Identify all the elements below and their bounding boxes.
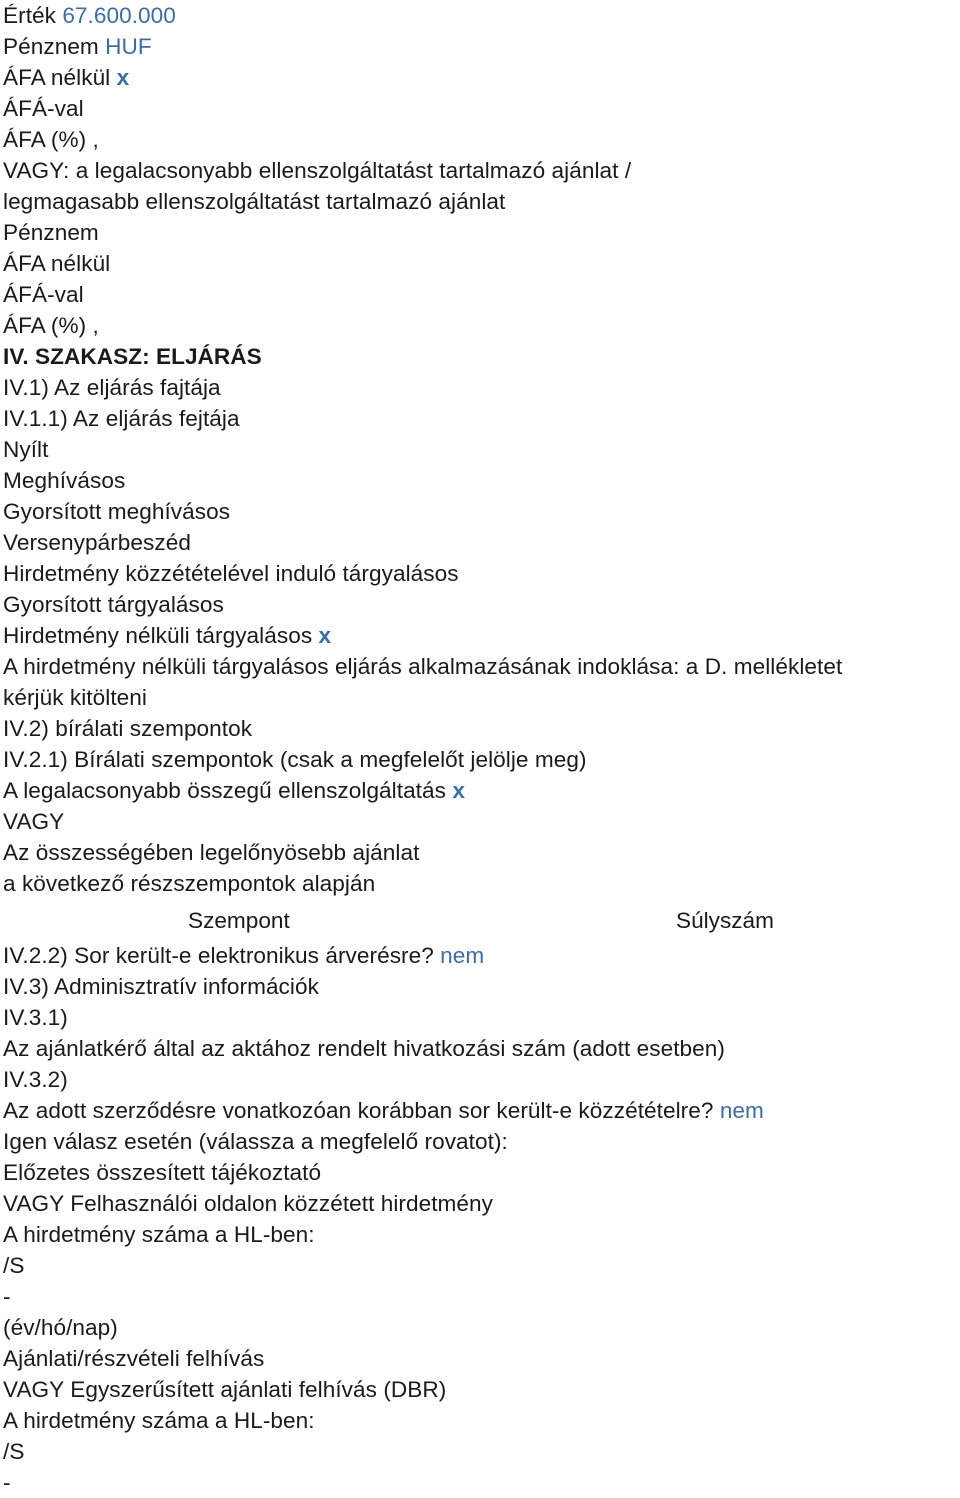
justification-line-1: A hirdetmény nélküli tárgyalásos eljárás alkalmazásának indoklása: a D. mellékletet (3, 654, 843, 679)
currency-value: HUF (105, 34, 152, 59)
selected-type-mark: x (318, 623, 332, 648)
value-amount: 67.600.000 (62, 3, 176, 28)
lowest-price-label: A legalacsonyabb összegű ellenszolgáltatás (3, 778, 446, 803)
range-line-1: VAGY: a legalacsonyabb ellenszolgáltatást tartalmazó ajánlat / (3, 158, 632, 183)
most-advantageous-line-1: Az összességében legelőnyösebb ajánlat (3, 840, 420, 865)
most-advantageous-line-2: a következő részszempontok alapján (3, 871, 376, 896)
section-heading: IV. SZAKASZ: ELJÁRÁS (3, 344, 262, 369)
notice-dash-line: - (3, 1284, 11, 1309)
call-for-tender-line: Ajánlati/részvételi felhívás (3, 1346, 265, 1371)
vat-excluded-label: ÁFA nélkül (3, 65, 111, 90)
criteria-table-header (3, 899, 958, 940)
if-yes-line: Igen válasz esetén (válassza a megfelelő rovatot): (3, 1129, 508, 1154)
range-currency-line: Pénznem (3, 220, 99, 245)
weight-column-header: Súlyszám (676, 908, 774, 933)
procedure-type-item: Nyílt (3, 437, 49, 462)
currency-line (3, 31, 958, 62)
prior-info-line: Előzetes összesített tájékoztató (3, 1160, 322, 1185)
e-auction-label: IV.2.2) Sor került-e elektronikus árverésre? (3, 943, 434, 968)
procedure-type-item: Meghívásos (3, 468, 126, 493)
notice-number-line: A hirdetmény száma a HL-ben: (3, 1222, 315, 1247)
procedure-type-selected (3, 620, 958, 651)
vat-percent-line: ÁFA (%) , (3, 127, 99, 152)
previous-publication-label: Az adott szerződésre vonatkozóan korábban sor került-e közzétételre? (3, 1098, 714, 1123)
currency-label: Pénznem (3, 34, 99, 59)
procedure-type-item: Gyorsított meghívásos (3, 499, 231, 524)
range-vat-excluded-line: ÁFA nélkül (3, 251, 111, 276)
subsection-4-1: IV.1) Az eljárás fajtája (3, 375, 221, 400)
vat-included-line: ÁFÁ-val (3, 96, 84, 121)
vat-excluded-line (3, 62, 958, 93)
subsection-4-2: IV.2) bírálati szempontok (3, 716, 253, 741)
date-format-line: (év/hó/nap) (3, 1315, 118, 1340)
subsection-4-3: IV.3) Adminisztratív információk (3, 974, 319, 999)
lowest-price-line (3, 775, 958, 806)
procedure-type-item: Versenypárbeszéd (3, 530, 191, 555)
previous-publication-value: nem (719, 1098, 764, 1123)
subsection-4-2-2 (3, 940, 958, 971)
reference-number-line: Az ajánlatkérő által az aktához rendelt hivatkozási szám (adott esetben) (3, 1036, 725, 1061)
value-label: Érték (3, 3, 56, 28)
subsection-4-1-1: IV.1.1) Az eljárás fejtája (3, 406, 240, 431)
subsection-4-3-1: IV.3.1) (3, 1005, 68, 1030)
value-line (3, 0, 958, 31)
e-auction-value: nem (440, 943, 485, 968)
simplified-call-line: VAGY Egyszerűsített ajánlati felhívás (DBR) (3, 1377, 447, 1402)
previous-publication-line (3, 1095, 958, 1126)
notice-number-line: A hirdetmény száma a HL-ben: (3, 1408, 315, 1433)
notice-dash-line: - (3, 1470, 11, 1495)
vagy-line: VAGY (3, 809, 65, 834)
procedure-type-item: Hirdetmény közzétételével induló tárgyalásos (3, 561, 459, 586)
range-line-2: legmagasabb ellenszolgáltatást tartalmazó ajánlat (3, 189, 506, 214)
range-vat-included-line: ÁFÁ-val (3, 282, 84, 307)
subsection-4-2-1: IV.2.1) Bírálati szempontok (csak a megfelelőt jelölje meg) (3, 747, 587, 772)
subsection-4-3-2: IV.3.2) (3, 1067, 68, 1092)
lowest-price-mark: x (452, 778, 465, 803)
document-page (3, 0, 958, 1498)
buyer-profile-line: VAGY Felhasználói oldalon közzétett hirdetmény (3, 1191, 494, 1216)
justification-line-2: kérjük kitölteni (3, 685, 147, 710)
notice-series-line: /S (3, 1253, 25, 1278)
criteria-column-header: Szempont (188, 908, 290, 933)
procedure-type-item: Gyorsított tárgyalásos (3, 592, 224, 617)
range-vat-percent-line: ÁFA (%) , (3, 313, 99, 338)
notice-series-line: /S (3, 1439, 25, 1464)
vat-excluded-mark: x (116, 65, 130, 90)
selected-type-label: Hirdetmény nélküli tárgyalásos (3, 623, 313, 648)
